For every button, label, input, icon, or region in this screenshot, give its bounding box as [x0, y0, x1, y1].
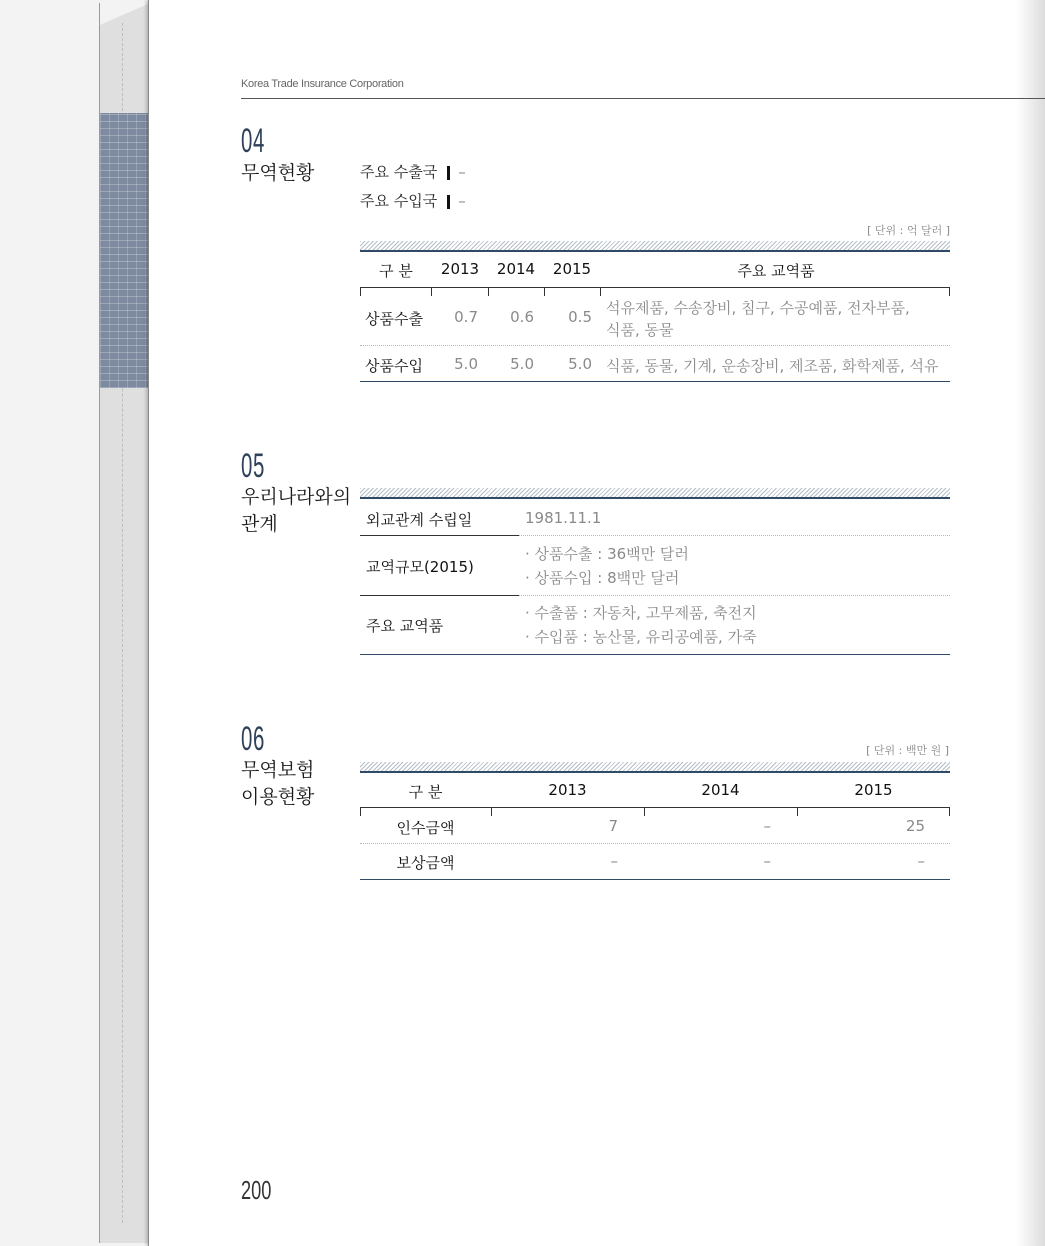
ins-header-2013: 2013	[548, 781, 587, 799]
row-label: 외교관계 수립일	[366, 511, 473, 529]
main-export-label: 주요 수출국	[360, 163, 438, 181]
trade-header-2014: 2014	[496, 260, 536, 278]
trade-header-2015: 2015	[552, 260, 592, 278]
section-04-title: 무역현황	[241, 162, 315, 184]
section-05-title-line-2: 관계	[241, 513, 278, 535]
label-rule	[360, 535, 519, 536]
row-divider	[519, 535, 950, 536]
section-05-title-line-1: 우리나라와의	[241, 486, 352, 508]
page-shadow	[1016, 0, 1045, 1246]
section-04-unit: [ 단위 : 억 달러 ]	[867, 224, 950, 237]
trade-header-2013: 2013	[440, 260, 480, 278]
col-tick	[488, 287, 489, 296]
section-06-title-line-2: 이용현황	[241, 786, 315, 808]
col-tick	[949, 287, 950, 296]
value-2013: 0.7	[454, 308, 478, 326]
ins-header-2014: 2014	[701, 781, 740, 799]
header-bottom-rule	[360, 807, 950, 808]
value-2013: 7	[608, 817, 618, 835]
header-bottom-rule	[360, 287, 950, 288]
row-label: 보상금액	[396, 854, 455, 872]
col-tick	[360, 807, 361, 816]
main-import-value: –	[458, 192, 466, 210]
row-label: 상품수입	[365, 357, 423, 375]
table-header-band	[360, 488, 950, 499]
col-tick	[544, 287, 545, 296]
value-2014: 0.6	[510, 308, 534, 326]
value-2014: –	[763, 852, 771, 870]
section-05-number: 05	[241, 447, 265, 485]
row-divider	[360, 345, 950, 346]
header-org: Korea Trade Insurance Corporation	[241, 78, 404, 90]
items-line-1: 식품, 동물, 기계, 운송장비, 제조품, 화학제품, 석유	[606, 357, 939, 375]
section-06-unit: [ 단위 : 백만 원 ]	[866, 744, 949, 757]
ins-header-category: 구 분	[408, 783, 443, 801]
page	[148, 0, 1045, 1246]
value-2015: 0.5	[568, 308, 592, 326]
row-label: 주요 교역품	[366, 617, 444, 635]
header-rule	[241, 98, 1045, 99]
section-06-number: 06	[241, 720, 265, 758]
row-label: 인수금액	[396, 819, 455, 837]
value-2015: 25	[905, 817, 925, 835]
col-tick	[360, 287, 361, 296]
main-export-row	[360, 161, 466, 182]
bar-marker	[447, 195, 450, 209]
row-value-line-1: · 수출품 : 자동차, 고무제품, 축전지	[525, 604, 757, 622]
spine-corner	[100, 3, 149, 25]
value-2015: –	[917, 852, 925, 870]
col-tick	[949, 807, 950, 816]
col-tick	[644, 807, 645, 816]
row-divider	[519, 595, 950, 596]
insurance-table	[360, 762, 950, 872]
section-04-number: 04	[241, 122, 265, 160]
spine-pattern	[100, 113, 149, 388]
main-export-value: –	[458, 163, 466, 181]
row-value-line-1: 1981.11.1	[525, 509, 602, 527]
table-bottom-rule	[360, 381, 950, 382]
col-tick	[797, 807, 798, 816]
items-line-2: 식품, 동물	[606, 321, 674, 339]
col-tick	[431, 287, 432, 296]
row-value-line-2: · 상품수입 : 8백만 달러	[525, 569, 680, 587]
label-rule	[360, 595, 519, 596]
row-value-line-1: · 상품수출 : 36백만 달러	[525, 545, 689, 563]
row-label: 상품수출	[365, 310, 423, 328]
trade-table	[360, 241, 950, 375]
value-2013: –	[610, 852, 618, 870]
trade-header-items: 주요 교역품	[737, 262, 815, 280]
value-2014: –	[763, 817, 771, 835]
row-divider	[360, 843, 950, 844]
table-bottom-rule	[360, 654, 950, 655]
page-number: 200	[241, 1175, 272, 1205]
col-tick	[491, 807, 492, 816]
col-tick	[600, 287, 601, 296]
relations-table	[360, 488, 950, 646]
row-value-line-2: · 수입품 : 농산물, 유리공예품, 가죽	[525, 628, 757, 646]
value-2015: 5.0	[568, 355, 592, 373]
book-spine	[99, 3, 149, 1243]
table-bottom-rule	[360, 879, 950, 880]
row-label: 교역규모(2015)	[366, 558, 474, 576]
table-header-band	[360, 241, 950, 252]
items-line-1: 석유제품, 수송장비, 침구, 수공예품, 전자부품,	[606, 299, 910, 317]
main-import-row	[360, 190, 466, 211]
trade-header-category: 구 분	[379, 262, 413, 280]
bar-marker	[447, 166, 450, 180]
section-06-title-line-1: 무역보험	[241, 759, 315, 781]
main-import-label: 주요 수입국	[360, 192, 438, 210]
value-2013: 5.0	[454, 355, 478, 373]
table-header-band	[360, 762, 950, 773]
value-2014: 5.0	[510, 355, 534, 373]
ins-header-2015: 2015	[854, 781, 893, 799]
